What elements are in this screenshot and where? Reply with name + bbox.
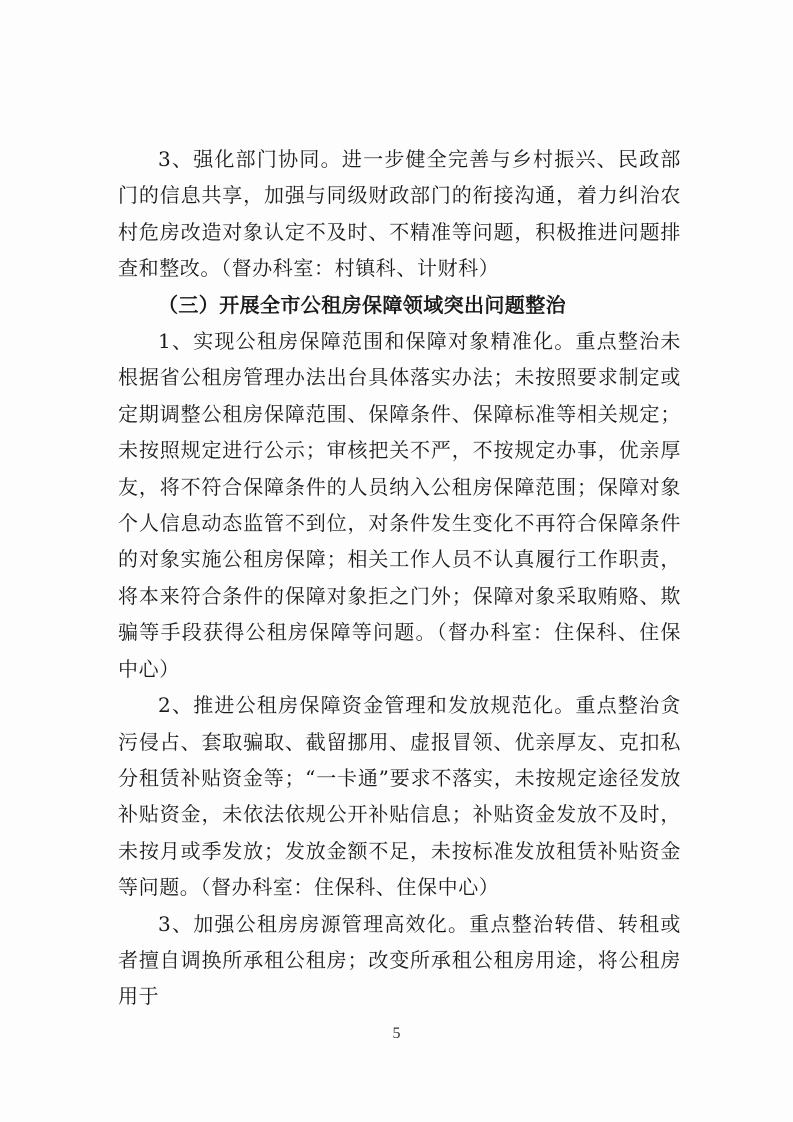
paragraph-housing-management: 3、加强公租房房源管理高效化。重点整治转借、转租或者擅自调换所承租公租房；改变所承租公租房用途，将公租房用于 xyxy=(118,911,681,1009)
section-heading-public-rental-housing: （三）开展全市公租房保障领域突出问题整治 xyxy=(158,292,566,317)
paragraph-scope-precision: 1、实现公租房保障范围和保障对象精准化。重点整治未根据省公租房管理办法出台具体落实办法；未按照要求制定或定期调整公租房保障范围、保障条件、保障标准等相关规定；未按照规定进行公示；审核把关不严，不按规定办事，优亲厚友，将不符合保障条件的人员纳入公租房保障范围；保障对象个人信息动态监管不到位，对条件发生变化不再符合保障条件的对象实施公租房保障；相关工作人员不认真履行工作职责，将本来符合条件的保障对象拒之门外；保障对象采取贿赂、欺骗等手段获得公租房保障等问题。（督办科室：住保科、住保中心） xyxy=(118,329,681,681)
page-number: 5 xyxy=(392,1025,401,1042)
paragraph-strengthen-coordination: 3、强化部门协同。进一步健全完善与乡村振兴、民政部门的信息共享，加强与同级财政部门的衔接沟通，着力纠治农村危房改造对象认定不及时、不精准等问题，积极推进问题排查和整改。（督办科室：村镇科、计财科） xyxy=(118,147,681,281)
document-body xyxy=(118,141,681,1015)
paragraph-fund-management: 2、推进公租房保障资金管理和发放规范化。重点整治贪污侵占、套取骗取、截留挪用、虚报冒领、优亲厚友、克扣私分租赁补贴资金等；“一卡通”要求不落实，未按规定途径发放补贴资金，未依法依规公开补贴信息；补贴资金发放不及时，未按月或季发放；发放金额不足，未按标准发放租赁补贴资金等问题。（督办科室：住保科、住保中心） xyxy=(118,693,681,900)
